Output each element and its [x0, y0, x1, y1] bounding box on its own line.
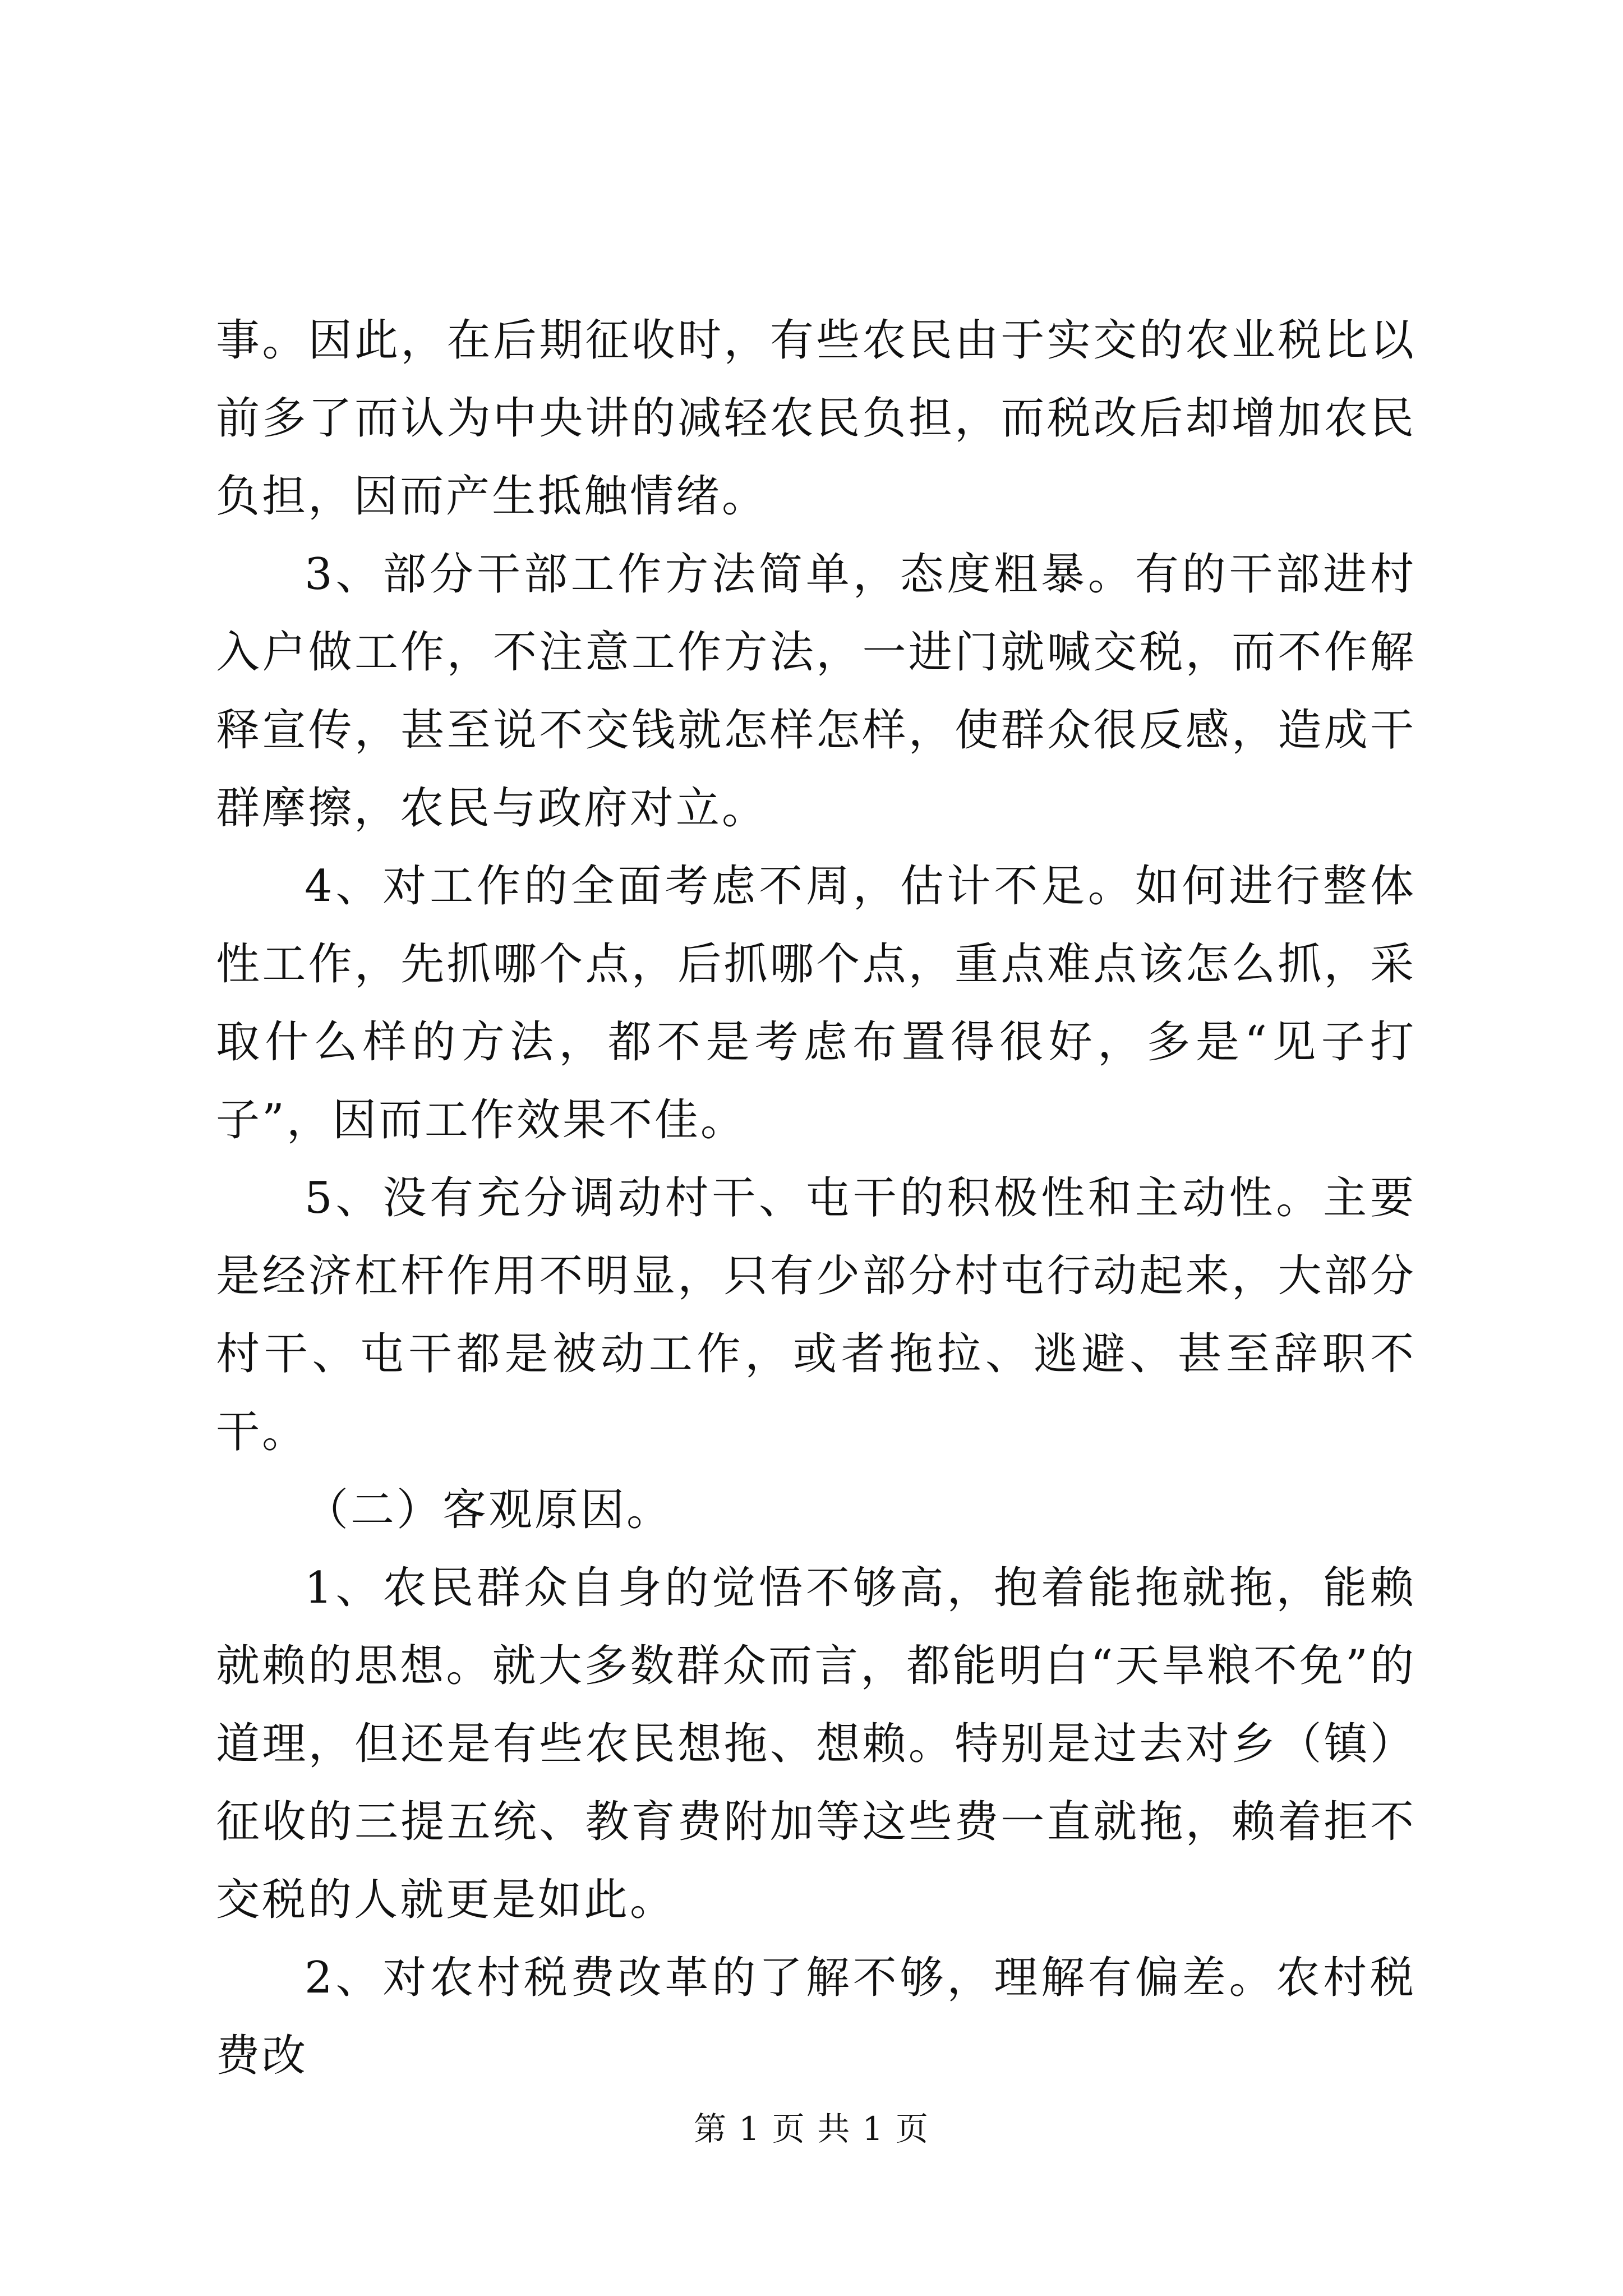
paragraph-item-3: 3、部分干部工作方法简单，态度粗暴。有的干部进村入户做工作，不注意工作方法，一进门就喊交税，而不作解释宣传，甚至说不交钱就怎样怎样，使群众很反感，造成干群摩擦，农民与政府对立。	[216, 549, 1416, 834]
paragraph-item-5: 5、没有充分调动村干、屯干的积极性和主动性。主要是经济杠杆作用不明显，只有少部分村屯行动起来，大部分村干、屯干都是被动工作，或者拖拉、逃避、甚至辞职不干。	[216, 1173, 1416, 1457]
paragraph-item-1: 1、农民群众自身的觉悟不够高，抱着能拖就拖，能赖就赖的思想。就大多数群众而言，都能明白“天旱粮不免”的道理，但还是有些农民想拖、想赖。特别是过去对乡（镇）征收的三提五统、教育费附加等这些费一直就拖，赖着拒不交税的人就更是如此。	[216, 1563, 1416, 1925]
page-number-footer: 第 1 页 共 1 页	[694, 2110, 929, 2148]
subheading-objective-causes: （二）客观原因。	[305, 1485, 673, 1535]
paragraph-item-4: 4、对工作的全面考虑不周，估计不足。如何进行整体性工作，先抓哪个点，后抓哪个点，重点难点该怎么抓，采取什么样的方法，都不是考虑布置得很好，多是“见子打子”，因而工作效果不佳。	[216, 861, 1416, 1145]
paragraph-continuation: 事。因此，在后期征收时，有些农民由于实交的农业税比以前多了而认为中央讲的减轻农民负担，而税改后却增加农民负担，因而产生抵触情绪。	[216, 315, 1416, 522]
paragraph-item-2: 2、对农村税费改革的了解不够，理解有偏差。农村税费改	[216, 1953, 1416, 2081]
document-body	[216, 302, 1416, 2095]
